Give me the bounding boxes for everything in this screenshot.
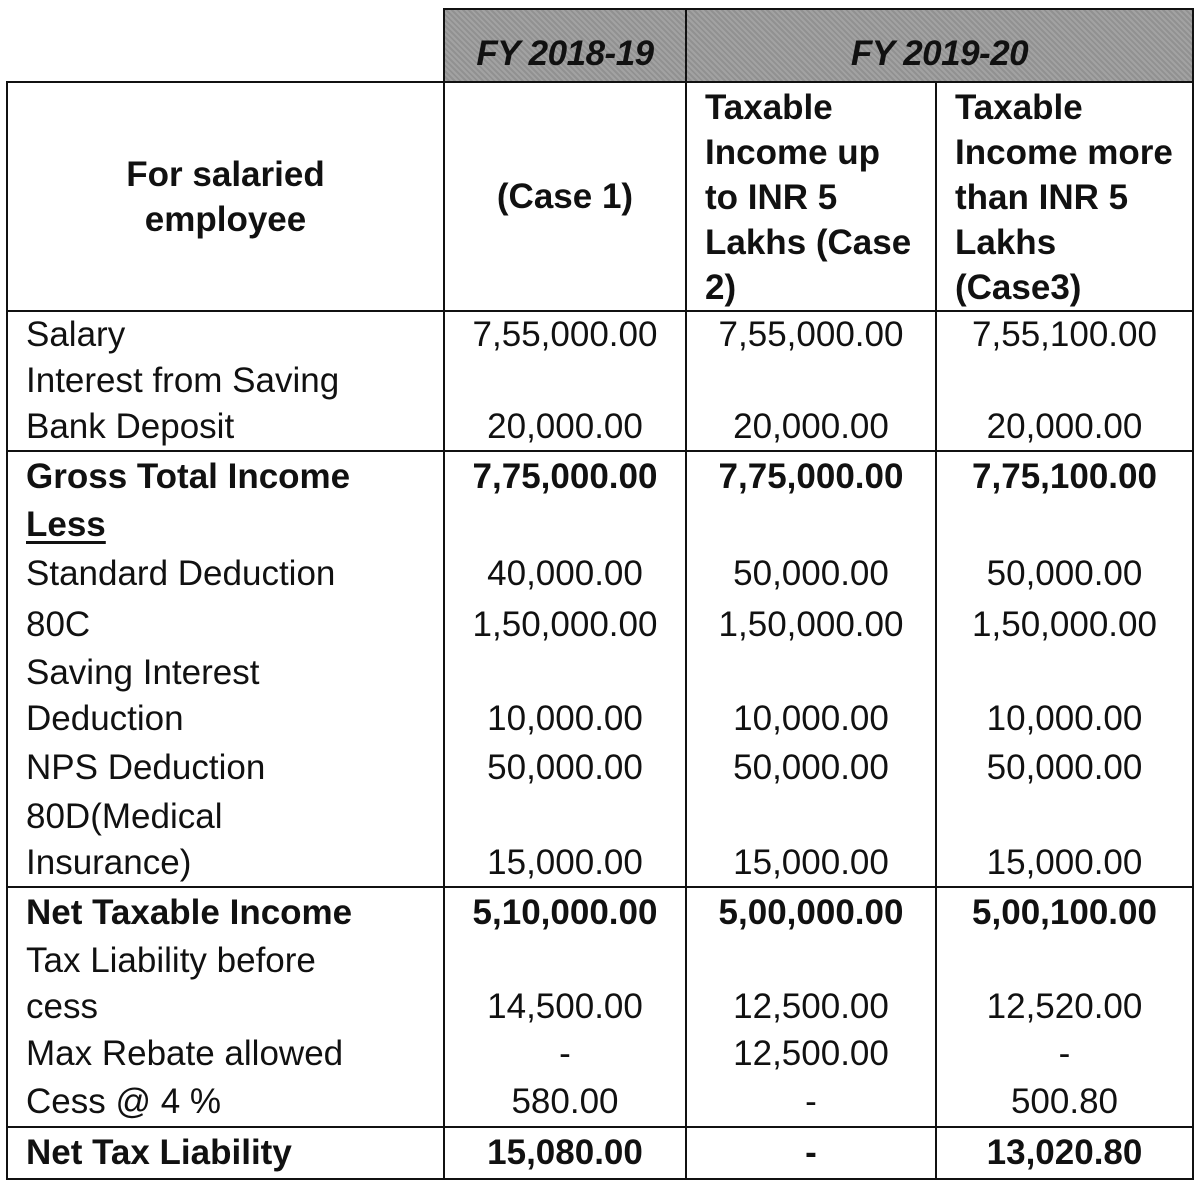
fiscal-year-header-row: [7, 9, 1193, 82]
case1-value: [444, 502, 686, 548]
row-label-line1: Saving Interest: [26, 653, 260, 692]
table-row-cess: [7, 1078, 1193, 1127]
case1-value: 40,000.00: [444, 548, 686, 600]
case2-value: 12,500.00: [686, 1030, 936, 1078]
case3-value: 50,000.00: [936, 548, 1193, 600]
row-label-line2: Insurance): [26, 843, 192, 882]
case3-value: -: [936, 1030, 1193, 1078]
case2-value: 20,000.00: [686, 358, 936, 451]
case3-value: 7,75,100.00: [936, 451, 1193, 502]
row-label: Max Rebate allowed: [7, 1030, 444, 1078]
table-row-tax-before-cess: [7, 938, 1193, 1030]
row-label-header-text: For salaried employee: [126, 154, 325, 239]
row-label: [7, 358, 444, 451]
case3-value: 1,50,000.00: [936, 600, 1193, 650]
case2-value: 12,500.00: [686, 938, 936, 1030]
table-row-nps-deduction: [7, 742, 1193, 794]
case2-value: 7,55,000.00: [686, 311, 936, 358]
row-label: 80C: [7, 600, 444, 650]
row-label-line2: Deduction: [26, 699, 184, 738]
table-row-gross-total-income: [7, 451, 1193, 502]
case2-value: 5,00,000.00: [686, 887, 936, 938]
row-label-line1: Tax Liability before: [26, 941, 316, 980]
row-label-line2: cess: [26, 987, 98, 1026]
row-label: Net Tax Liability: [7, 1127, 444, 1179]
row-label: Salary: [7, 311, 444, 358]
case3-value: 10,000.00: [936, 650, 1193, 742]
case1-value: -: [444, 1030, 686, 1078]
case2-value: -: [686, 1078, 936, 1127]
row-label: Gross Total Income: [7, 451, 444, 502]
case3-value: 15,000.00: [936, 794, 1193, 887]
row-label: Standard Deduction: [7, 548, 444, 600]
case2-value: 50,000.00: [686, 742, 936, 794]
case3-value: 7,55,100.00: [936, 311, 1193, 358]
case1-value: 20,000.00: [444, 358, 686, 451]
table-row-less: [7, 502, 1193, 548]
case2-value: 50,000.00: [686, 548, 936, 600]
row-label-line1: Interest from Saving: [26, 361, 340, 400]
row-label: [7, 502, 444, 548]
case3-header-text: Taxable Income more than INR 5 Lakhs (Case3): [955, 88, 1173, 307]
less-heading: Less: [26, 505, 106, 544]
table-row-salary: [7, 311, 1193, 358]
case3-value: [936, 502, 1193, 548]
blank-corner-cell: [7, 9, 444, 82]
case1-value: 50,000.00: [444, 742, 686, 794]
case3-value: 500.80: [936, 1078, 1193, 1127]
row-label: [7, 650, 444, 742]
case1-value: 10,000.00: [444, 650, 686, 742]
table-row-max-rebate: [7, 1030, 1193, 1078]
row-label: [7, 794, 444, 887]
table-row-80d-medical-insurance: [7, 794, 1193, 887]
fy-2019-20-header: FY 2019-20: [686, 9, 1193, 82]
case2-value: 7,75,000.00: [686, 451, 936, 502]
case1-value: 7,55,000.00: [444, 311, 686, 358]
row-label: Cess @ 4 %: [7, 1078, 444, 1127]
case3-value: 12,520.00: [936, 938, 1193, 1030]
table-row-net-taxable-income: [7, 887, 1193, 938]
case2-header-text: Taxable Income up to INR 5 Lakhs (Case 2): [705, 88, 912, 307]
case2-value: 10,000.00: [686, 650, 936, 742]
table-row-interest-saving-deposit: [7, 358, 1193, 451]
case2-header: [686, 82, 936, 311]
row-label-header: [7, 82, 444, 311]
tax-comparison-table: [6, 8, 1194, 1180]
case1-value: 1,50,000.00: [444, 600, 686, 650]
row-label-line2: Bank Deposit: [26, 407, 235, 446]
table-row-saving-interest-deduction: [7, 650, 1193, 742]
case3-header: [936, 82, 1193, 311]
table-row-net-tax-liability: [7, 1127, 1193, 1179]
row-label: Net Taxable Income: [7, 887, 444, 938]
row-label: [7, 938, 444, 1030]
case2-value: 1,50,000.00: [686, 600, 936, 650]
case2-value: [686, 502, 936, 548]
case1-value: 14,500.00: [444, 938, 686, 1030]
fy-2018-19-header: FY 2018-19: [444, 9, 686, 82]
row-label: NPS Deduction: [7, 742, 444, 794]
case2-value: -: [686, 1127, 936, 1179]
case1-header: (Case 1): [444, 82, 686, 311]
case2-value: 15,000.00: [686, 794, 936, 887]
case-header-row: [7, 82, 1193, 311]
table-row-80c: [7, 600, 1193, 650]
table-row-standard-deduction: [7, 548, 1193, 600]
case1-value: 580.00: [444, 1078, 686, 1127]
case3-value: 13,020.80: [936, 1127, 1193, 1179]
row-label-line1: 80D(Medical: [26, 797, 223, 836]
case3-value: 50,000.00: [936, 742, 1193, 794]
case1-value: 7,75,000.00: [444, 451, 686, 502]
case3-value: 20,000.00: [936, 358, 1193, 451]
case1-value: 15,000.00: [444, 794, 686, 887]
case3-value: 5,00,100.00: [936, 887, 1193, 938]
case1-value: 5,10,000.00: [444, 887, 686, 938]
case1-value: 15,080.00: [444, 1127, 686, 1179]
